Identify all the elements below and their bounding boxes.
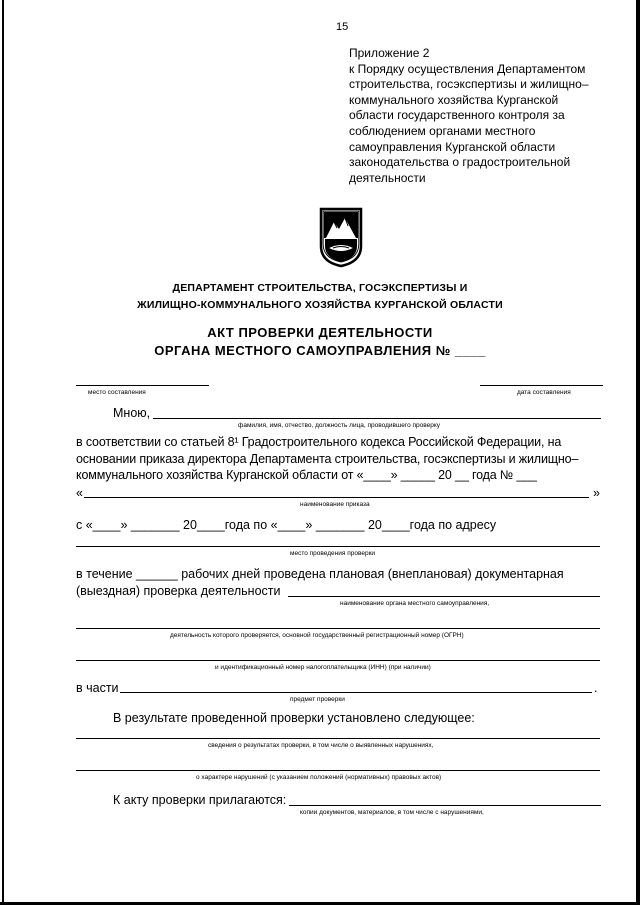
act-title: АКТ ПРОВЕРКИ ДЕЯТЕЛЬНОСТИ ОРГАНА МЕСТНОГО САМОУПРАВЛЕНИЯ № ____ <box>154 325 486 358</box>
order-caption: наименование приказа <box>300 501 370 508</box>
appendix-block <box>349 46 629 186</box>
results-field[interactable] <box>76 738 600 739</box>
date-field[interactable] <box>480 385 603 386</box>
subject-field[interactable] <box>120 692 592 693</box>
attachments-field[interactable] <box>289 805 601 806</box>
appendix-line: самоуправления Курганской области <box>349 139 556 154</box>
appendix-line: законодательства о градостроительной <box>349 155 571 170</box>
appendix-line: деятельности <box>349 170 426 185</box>
violations-field[interactable] <box>76 770 600 771</box>
order-quote-close: » <box>593 486 600 500</box>
violations-caption: о характере нарушений (с указанием положений (нормативных) правовых актов) <box>196 774 442 781</box>
address-field[interactable] <box>76 546 600 547</box>
basis-line-3: коммунального хозяйства Курганской области от «____» _____ 20 __ года № ___ <box>76 468 537 482</box>
organ-field[interactable] <box>288 596 600 597</box>
appendix-line: области государственного контроля за <box>349 108 565 123</box>
results-caption: сведения о результатах проверки, в том числе о выявленных нарушениях, <box>208 742 434 749</box>
ogrn-caption: деятельность которого проверяется, основной государственный регистрационный номер (ОГРН) <box>170 632 464 639</box>
address-caption: место проведения проверки <box>290 550 376 557</box>
appendix-line: строительства, госэкспертизы и жилищно– <box>349 77 589 92</box>
date-caption: дата составления <box>517 389 571 396</box>
department-name: ДЕПАРТАМЕНТ СТРОИТЕЛЬСТВА, ГОСЭКСПЕРТИЗЫ И ЖИЛИЩНО-КОММУНАЛЬНОГО ХОЗЯЙСТВА КУРГАНСКОЙ ОБЛАСТИ <box>137 282 503 311</box>
results-heading: В результате проведенной проверки установлено следующее: <box>113 711 475 725</box>
inspector-caption: фамилия, имя, отчество, должность лица, проводившего проверку <box>238 422 441 429</box>
inspector-field[interactable] <box>153 418 601 419</box>
period-line: с «____» _______ 20____года по «____» _______ 20____года по адресу <box>76 518 497 532</box>
attachments-caption: копии документов, материалов, в том числе с нарушениями, <box>300 809 484 816</box>
appendix-line: к Порядку осуществления Департаментом <box>349 61 586 76</box>
during-line-2: (выездная) проверка деятельности <box>76 584 281 598</box>
scan-border-left <box>2 0 4 905</box>
place-caption: место составления <box>88 389 146 396</box>
organ-caption: наименование органа местного самоуправления, <box>340 600 490 607</box>
ogrn-field[interactable] <box>76 628 600 629</box>
subject-caption: предмет проверки <box>290 696 345 703</box>
place-field[interactable] <box>76 385 209 386</box>
inn-field[interactable] <box>76 660 600 661</box>
by-me-label: Мною, <box>113 406 151 420</box>
page-number: 15 <box>336 21 349 33</box>
appendix-line: коммунального хозяйства Курганской <box>349 92 559 107</box>
order-quote-open: « <box>76 486 83 500</box>
appendix-title: Приложение 2 <box>349 46 430 60</box>
attachments-label: К акту проверки прилагаются: <box>113 793 287 807</box>
coat-of-arms-icon <box>318 206 364 268</box>
in-part-label: в части <box>76 681 119 695</box>
during-line-1: в течение ______ рабочих дней проведена плановая (внеплановая) документарная <box>76 567 564 581</box>
basis-line-1: в соответствии со статьей 8¹ Градостроительного кодекса Российской Федерации, на <box>76 435 562 449</box>
subject-dot: . <box>594 681 598 695</box>
basis-line-2: основании приказа директора Департамента строительства, госэкспертизы и жилищно– <box>76 452 579 466</box>
scan-border-right <box>636 0 640 905</box>
order-name-field[interactable] <box>84 497 589 498</box>
inn-caption: и идентификационный номер налогоплательщика (ИНН) (при наличии) <box>215 664 431 671</box>
appendix-line: соблюдением органами местного <box>349 123 536 138</box>
